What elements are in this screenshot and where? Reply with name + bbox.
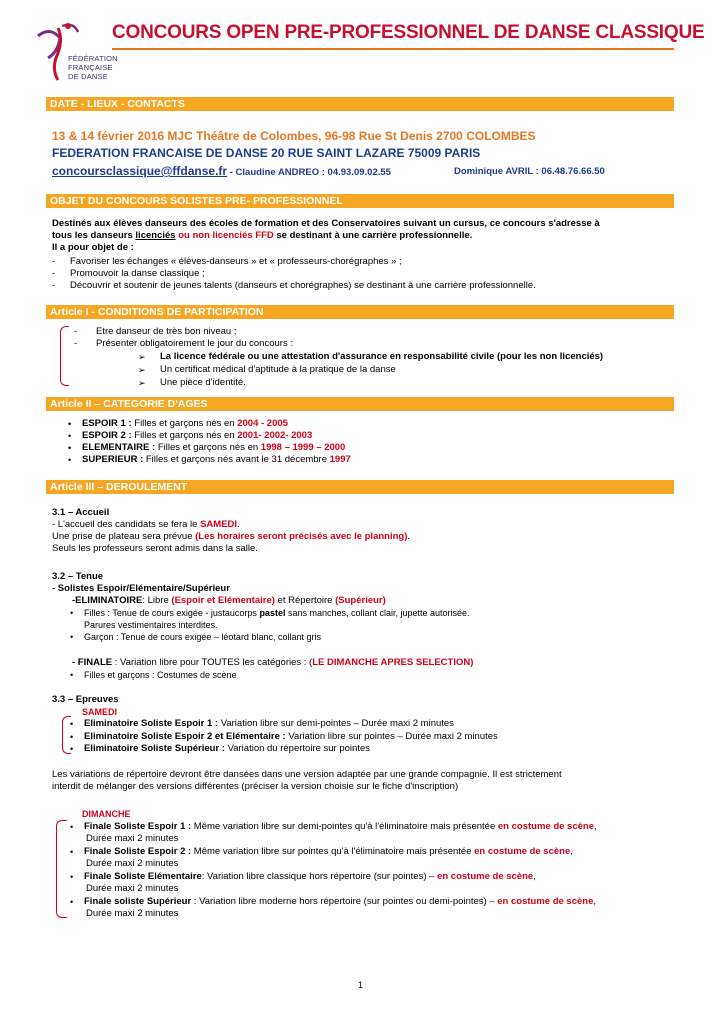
duree-line: Durée maxi 2 minutes [86,833,179,844]
highlight: LE DIMANCHE APRES SELECTION) [312,657,474,668]
text: , [533,871,536,882]
section-bar-article3: Article III – DEROULEMENT [46,480,674,494]
tenue-filles [84,607,470,619]
section-3-3-title: 3.3 – Epreuves [52,694,119,705]
text: Même variation libre sur demi-pointes qu'à l'éliminatoire mais présentée [191,821,498,832]
bullet-icon: • [70,847,74,857]
epreuve-label: Eliminatoire Soliste Espoir 1 : [84,718,219,729]
age-label: ESPOIR 1 : [82,418,132,429]
red-bracket-annotation [56,820,67,918]
age-years: 2001- 2002- 2003 [237,430,313,441]
duree-line: Durée maxi 2 minutes [86,858,179,869]
objet-dash: - [52,280,56,291]
text: : Variation libre classique hors répertoire (sur pointes) – [201,871,438,882]
age-text: Filles et garçons nés avant le 31 décembre [143,454,330,465]
age-label: SUPERIEUR : [82,454,144,465]
art1-dash: - [74,326,78,337]
epreuve-dimanche [84,896,596,908]
section-3-1-title: 3.1 – Accueil [52,507,110,518]
bullet-icon: • [70,897,74,907]
eliminatoire-line [72,595,386,607]
objet-intro-line3: Il a pour objet de : [52,242,134,253]
epreuve-label: Finale Soliste Espoir 2 : [84,846,192,857]
text: : Variation libre pour TOUTES les catégories : ( [112,657,313,668]
text: Filles : Tenue de cours exigée - justaucorps [84,608,260,618]
text: - L'accueil des candidats se fera le [52,519,201,530]
logo-line: DE DANSE [68,72,108,81]
age-years: 1997 [329,454,351,465]
costume-highlight: en costume de scène [437,871,534,882]
logo-line: FRANÇAISE [68,63,113,72]
age-category [82,418,288,430]
section-bar-objet: OBJET DU CONCOURS SOLISTES PRE- PROFESSIONNEL [46,194,674,208]
bullet-icon: • [70,670,74,680]
objet-intro-line1: Destinés aux élèves danseurs des écoles de formation et des Conservatoires suivant un cursus, ce concours s'adresse à [52,218,600,229]
age-text: Filles et garçons nés en [131,430,238,441]
text: Variation du répertoire sur pointes [224,743,370,754]
date-location-line: 13 & 14 février 2016 MJC Théâtre de Colombes, 96-98 Rue St Denis 2700 COLOMBES [52,129,536,143]
objet-dash: - [52,268,56,279]
federation-address: FEDERATION FRANCAISE DE DANSE 20 RUE SAINT LAZARE 75009 PARIS [52,146,481,160]
arrow-bullet-icon: ➢ [138,378,146,388]
repertoire-note-line2: interdit de mélanger des versions différentes (préciser la version choisie sur le fiche d'inscription) [52,781,459,792]
text: , [570,846,573,857]
contact-email-link[interactable]: concoursclassique@ffdanse.fr [52,164,228,178]
epreuve-samedi [84,731,498,743]
age-category [82,454,351,466]
bullet-icon: • [70,632,74,642]
section-bar-article2: Article II – CATEGORIE D'AGES [46,397,674,411]
text: et Répertoire [274,595,336,606]
text: Variation libre sur demi-pointes – Durée maxi 2 minutes [218,718,454,729]
epreuve-samedi [84,718,454,730]
samedi-highlight: SAMEDI [200,519,238,530]
objet-text: tous les danseurs [52,230,136,241]
objet-text: se destinant à une carrière professionnelle. [273,230,473,241]
age-label: ELEMENTAIRE : [82,442,156,453]
art1-sub-item: Un certificat médical d'aptitude à la pratique de la danse [160,364,396,375]
highlight: (Espoir et Elémentaire) [171,595,275,606]
repertoire-note-line1: Les variations de répertoire devront être dansées dans une version adaptée par une grande compagnie. Il est strictement [52,769,562,780]
text: . [237,519,240,530]
objet-intro-line2 [52,230,472,242]
highlight: (Supérieur) [335,595,386,606]
accueil-line3: Seuls les professeurs seront admis dans la salle. [52,543,258,554]
art1-item: Etre danseur de très bon niveau ; [96,326,237,337]
title-underline [112,48,674,50]
text: sans manches, collant clair, jupette autorisée. [285,608,470,618]
arrow-bullet-icon: ➢ [138,352,146,362]
age-text: Filles et garçons nés en [155,442,261,453]
text: : Libre [142,595,172,606]
epreuve-dimanche [84,871,536,883]
bullet-icon: • [70,872,74,882]
text: Une prise de plateau sera prévue [52,531,196,542]
text: Variation libre sur pointes – Durée maxi 2 minutes [285,731,498,742]
costume-highlight: en costume de scène [474,846,571,857]
art1-sub-item: La licence fédérale ou une attestation d'assurance en responsabilité civile (pour les non licenciés) [160,351,604,362]
section-3-2-title: 3.2 – Tenue [52,571,104,582]
bullet-icon: • [68,419,72,429]
bullet-icon: • [70,608,74,618]
text: Même variation libre sur pointes qu'à l'éliminatoire mais présentée [191,846,475,857]
text: . [407,531,411,542]
age-category [82,442,345,454]
tenue-subtitle: - Solistes Espoir/Elémentaire/Supérieur [52,583,230,594]
pastel-bold: pastel [259,608,286,618]
accueil-line2 [52,531,410,543]
duree-line: Durée maxi 2 minutes [86,908,179,919]
arrow-bullet-icon: ➢ [138,365,146,375]
text: : Variation libre moderne hors répertoire (sur pointes ou demi-pointes) – [191,896,498,907]
planning-highlight: (Les horaires seront précisés avec le planning) [195,531,408,542]
red-bracket-annotation [60,326,69,386]
objet-licencies: licenciés [135,230,176,241]
art1-sub-item: Une pièce d'identité. [160,377,246,388]
epreuve-label: Eliminatoire Soliste Supérieur : [84,743,225,754]
tenue-garcon: Garçon : Tenue de cours exigée – léotard blanc, collant gris [84,632,321,642]
objet-dash: - [52,256,56,267]
age-text: Filles et garçons nés en [131,418,238,429]
epreuve-samedi [84,743,370,755]
costume-highlight: en costume de scène [497,896,594,907]
section-bar-date: DATE - LIEUX - CONTACTS [46,97,674,111]
finale-line [72,657,473,669]
contact-andreo: - Claudine ANDREO : 04.93.09.02.55 [227,167,391,178]
text: , [593,896,597,907]
samedi-label: SAMEDI [82,707,118,717]
contact-line [52,164,391,180]
art1-dash: - [74,338,78,349]
objet-item: Favoriser les échanges « élèves-danseurs » et « professeurs-chorégraphes » ; [70,256,402,267]
dimanche-label: DIMANCHE [82,809,131,819]
age-years: 2004 - 2005 [237,418,288,429]
art1-item: Présenter obligatoirement le jour du concours : [96,338,293,349]
epreuve-label: Finale soliste Supérieur [84,896,192,907]
bullet-icon: • [68,455,72,465]
epreuve-dimanche [84,821,597,833]
objet-item: Promouvoir la danse classique ; [70,268,205,279]
age-category [82,430,312,442]
epreuve-dimanche [84,846,573,858]
age-years: 1998 – 1999 – 2000 [260,442,346,453]
age-label: ESPOIR 2 : [82,430,132,441]
text: , [594,821,597,832]
bullet-icon: • [70,744,74,754]
epreuve-label: Finale Soliste Espoir 1 : [84,821,192,832]
duree-line: Durée maxi 2 minutes [86,883,179,894]
epreuve-label: Finale Soliste Elémentaire [84,871,202,882]
bullet-icon: • [70,822,74,832]
finale-label: - FINALE [72,657,113,668]
objet-item: Découvrir et soutenir de jeunes talents (danseurs et chorégraphes) se destinant à une carrière professionnelle. [70,280,536,291]
section-bar-article1: Article I - CONDITIONS DE PARTICIPATION [46,305,674,319]
epreuve-label: Eliminatoire Soliste Espoir 2 et Elémentaire : [84,731,286,742]
bullet-icon: • [68,443,72,453]
accueil-line1 [52,519,240,531]
logo-line: FÉDÉRATION [68,54,118,63]
eliminatoire-label: -ELIMINATOIRE [72,595,143,606]
logo-text [68,54,118,81]
bullet-icon: • [70,719,74,729]
finale-costume: Filles et garçons : Costumes de scène [84,670,237,680]
tenue-parures: Parures vestimentaires interdites. [84,620,218,630]
page-number: 1 [358,980,364,990]
objet-non-licencies: ou non licenciés FFD [175,230,274,241]
costume-highlight: en costume de scène [497,821,594,832]
page-title: CONCOURS OPEN PRE-PROFESSIONNEL DE DANSE CLASSIQUE [112,22,705,43]
bullet-icon: • [68,431,72,441]
bullet-icon: • [70,732,74,742]
contact-avril: Dominique AVRIL : 06.48.76.66.50 [454,166,605,177]
